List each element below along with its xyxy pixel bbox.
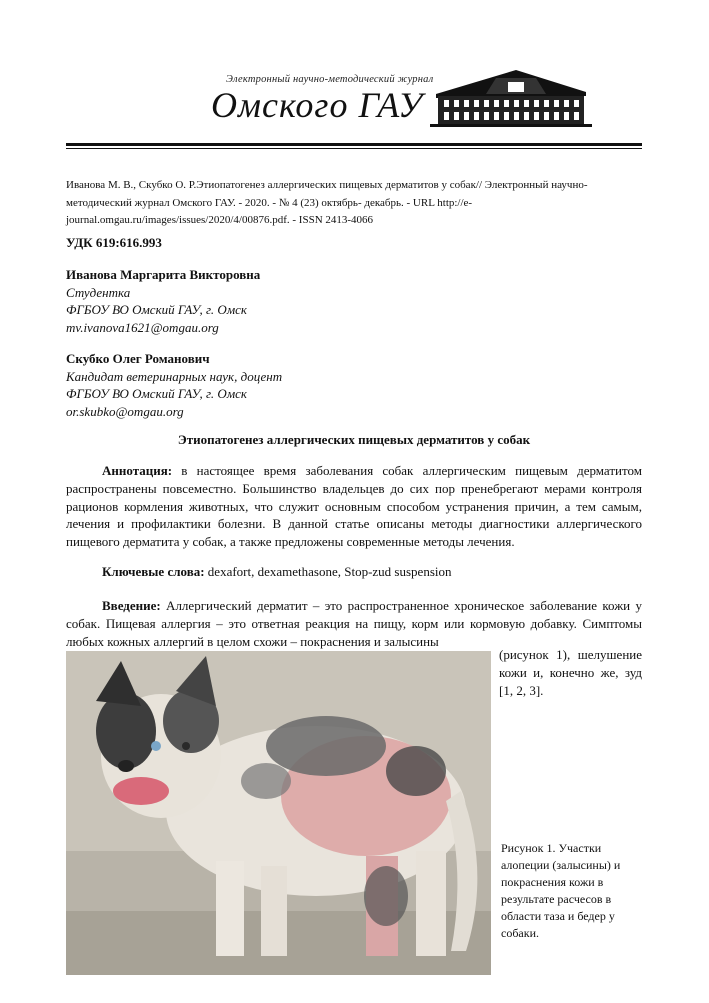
author-email[interactable]: mv.ivanova1621@omgau.org (66, 319, 219, 335)
header-rule-thin (66, 148, 642, 149)
header-rule-thick (66, 143, 642, 146)
author-affiliation: ФГБОУ ВО Омский ГАУ, г. Омск (66, 302, 247, 317)
keywords-text: dexafort, dexamethasone, Stop-zud suspension (204, 564, 452, 579)
author-block (66, 266, 642, 336)
citation: Иванова М. В., Скубко О. Р.Этиопатогенез аллергических пищевых дерматитов у собак// Электронный научно-методический журнал Омского ГАУ. - 2020. - № 4 (23) октябрь- декабрь. - URL http://e-journal.omgau.ru/images/issues/2020/4/00876.pdf. - ISSN 2413-4066 (66, 179, 588, 226)
intro-text: Аллергический дерматит – это распространенное хроническое заболевание кожи у собак. Пищевая аллергия – это ответная реакция на пищу, корм или кормовую добавку. Симптомы любых кожных аллергий в целом схожи – покраснения и залысины (66, 598, 642, 649)
intro-continued: (рисунок 1), шелушение кожи и, конечно же, зуд [1, 2, 3]. (499, 647, 642, 698)
abstract-text: в настоящее время заболевания собак аллергическим пищевым дерматитом распространены повсеместно. Большинство владельцев до сих пор пренебрегают мерами контроля рационов кормления животных, что служит основным способом устранения причин, а тем самым, лечения и профилактики болезни. В данной статье описаны методы диагностики аллергического пищевого дерматита у собак, а также предложены современные методы лечения. (66, 463, 642, 550)
dog-photo (66, 651, 491, 975)
keywords (102, 563, 642, 581)
author-position: Студентка (66, 284, 131, 300)
author-name: Иванова Маргарита Викторовна (66, 267, 261, 282)
intro-lead: Введение: (102, 598, 161, 613)
abstract (66, 462, 642, 551)
udk-code: УДК 619:616.993 (66, 235, 162, 250)
author-block (66, 350, 642, 420)
author-affiliation: ФГБОУ ВО Омский ГАУ, г. Омск (66, 386, 247, 401)
author-email[interactable]: or.skubko@omgau.org (66, 403, 184, 419)
keywords-lead: Ключевые слова: (102, 564, 205, 579)
journal-subtitle: Электронный научно-методический журнал (226, 74, 434, 85)
abstract-lead: Аннотация: (102, 463, 173, 478)
author-position: Кандидат ветеринарных наук, доцент (66, 368, 283, 384)
author-name: Скубко Олег Романович (66, 351, 210, 366)
introduction (66, 597, 642, 650)
figure-caption: Рисунок 1. Участки алопеции (залысины) и покраснения кожи в результате расчесов в области таза и бедер у собаки. (501, 841, 621, 940)
article-title: Этиопатогенез аллергических пищевых дерматитов у собак (177, 432, 531, 447)
journal-title: Омского ГАУ (211, 85, 424, 125)
journal-header (66, 66, 642, 150)
university-building-icon (396, 66, 596, 128)
